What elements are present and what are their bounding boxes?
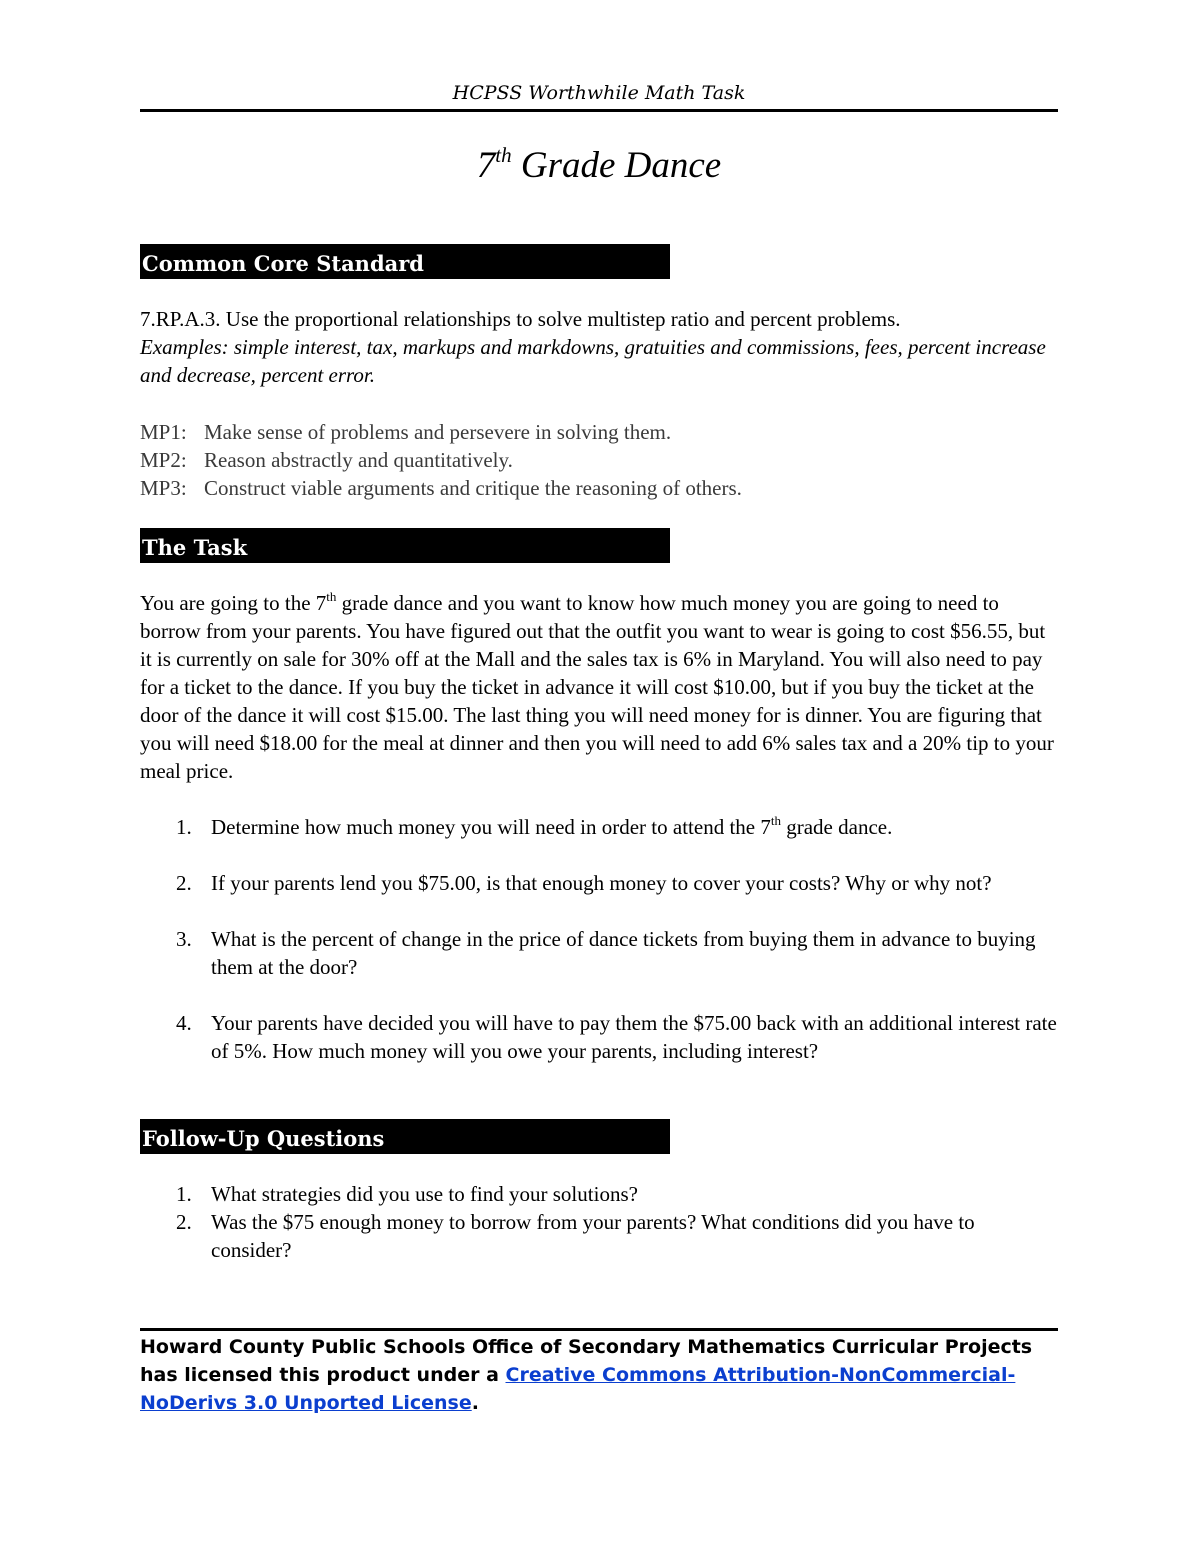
list-item xyxy=(140,925,1058,981)
header-rule xyxy=(140,109,1058,112)
license-link[interactable]: Creative Commons Attribution-NonCommercial-NoDerivs 3.0 Unported License xyxy=(140,1364,1016,1414)
question-text xyxy=(211,815,892,839)
task-text-rest: grade dance and you want to know how much money you are going to need to borrow from your parents. You have figured out that the outfit you want to wear is going to cost $56.55, but it is currently on sale for 30% off at the Mall and the sales tax is 6% in Maryland. You will also need to pay for a ticket to the dance. If you buy the ticket in advance it will cost $10.00, but if you buy the ticket at the door of the dance it will cost $15.00. The last thing you will need money for is dinner. You are figuring that you will need $18.00 for the meal at dinner and then you will need to add 6% sales tax and a 20% tip to your meal price. xyxy=(140,591,1054,783)
practice-code: MP2: xyxy=(140,448,187,472)
title-grade-number: 7 xyxy=(476,145,496,186)
list-item xyxy=(140,869,1058,897)
practice-item xyxy=(140,474,1058,502)
license-text-after: . xyxy=(471,1392,479,1414)
license-notice xyxy=(140,1333,1058,1417)
question-text: What strategies did you use to find your solutions? xyxy=(211,1182,638,1206)
task-paragraph xyxy=(140,589,1058,785)
task-question-list xyxy=(140,813,1058,1065)
practice-text: Construct viable arguments and critique the reasoning of others. xyxy=(204,476,742,500)
question-text-end: grade dance. xyxy=(780,815,893,839)
section-heading-task: The Task xyxy=(140,528,670,563)
list-number: 3. xyxy=(176,927,192,951)
followup-question-list xyxy=(140,1180,1058,1264)
list-number: 4. xyxy=(176,1011,192,1035)
list-item xyxy=(140,813,1058,841)
page-title xyxy=(140,141,1058,191)
task-text-start: You are going to the 7 xyxy=(140,591,327,615)
list-number: 2. xyxy=(176,871,192,895)
list-item xyxy=(140,1009,1058,1065)
question-text: Was the $75 enough money to borrow from your parents? What conditions did you have to consider? xyxy=(211,1210,975,1262)
running-header: HCPSS Worthwhile Math Task xyxy=(452,82,746,104)
standard-code-line: 7.RP.A.3. Use the proportional relationships to solve multistep ratio and percent problems. xyxy=(140,307,901,331)
question-text-start: Determine how much money you will need in order to attend the 7 xyxy=(211,815,771,839)
list-item xyxy=(140,1180,1058,1208)
list-number: 1. xyxy=(176,815,192,839)
list-number: 1. xyxy=(176,1182,192,1206)
standard-examples: Examples: simple interest, tax, markups and markdowns, gratuities and commissions, fees, percent increase and decrease, percent error. xyxy=(140,335,1046,387)
list-item xyxy=(140,1208,1058,1264)
practice-item xyxy=(140,418,1058,446)
practice-text: Make sense of problems and persevere in solving them. xyxy=(204,420,672,444)
practice-text: Reason abstractly and quantitatively. xyxy=(204,448,513,472)
practice-item xyxy=(140,446,1058,474)
title-ordinal-suffix: th xyxy=(495,143,512,167)
standard-block xyxy=(140,305,1058,389)
license-text-before: Howard County Public Schools Office of Secondary Mathematics Curricular Projects has licensed this product under a xyxy=(140,1336,1033,1386)
question-text: Your parents have decided you will have to pay them the $75.00 back with an additional interest rate of 5%. How much money will you owe your parents, including interest? xyxy=(211,1011,1057,1063)
question-text: What is the percent of change in the price of dance tickets from buying them in advance to buying them at the door? xyxy=(211,927,1036,979)
list-number: 2. xyxy=(176,1210,192,1234)
practice-code: MP1: xyxy=(140,420,187,444)
section-heading-standard: Common Core Standard xyxy=(140,244,670,279)
section-heading-followup: Follow-Up Questions xyxy=(140,1119,670,1154)
question-text: If your parents lend you $75.00, is that enough money to cover your costs? Why or why not? xyxy=(211,871,992,895)
footer-rule xyxy=(140,1328,1058,1331)
practice-code: MP3: xyxy=(140,476,187,500)
question-ordinal-suffix: th xyxy=(770,813,781,828)
practice-list xyxy=(140,418,1058,502)
task-ordinal-suffix: th xyxy=(326,589,337,604)
title-rest: Grade Dance xyxy=(511,145,722,186)
